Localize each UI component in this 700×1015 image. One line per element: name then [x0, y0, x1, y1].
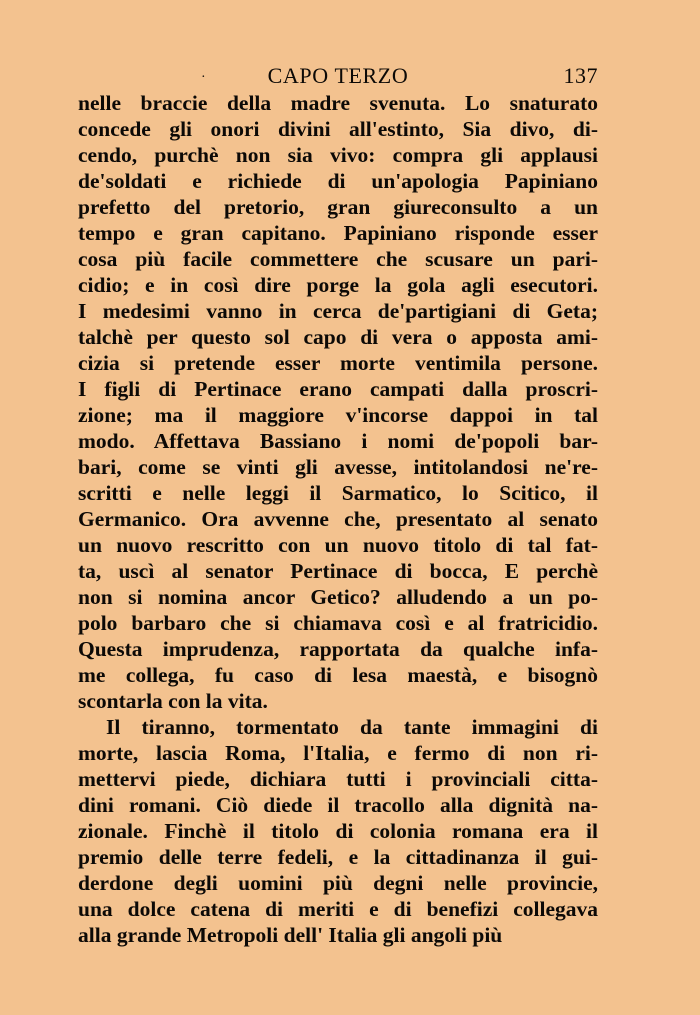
- header-mark: ·: [201, 70, 206, 85]
- text-line: cidio; e in così dire porge la gola agli esecutori.: [78, 273, 598, 297]
- page-number: 137: [563, 63, 598, 88]
- paragraph: [78, 714, 598, 948]
- text-line: una dolce catena di meriti e di benefizi collegava: [78, 897, 598, 921]
- text-line: I medesimi vanno in cerca de'partigiani di Geta;: [78, 299, 598, 323]
- text-line: un nuovo rescritto con un nuovo titolo di tal fat-: [78, 533, 598, 557]
- text-line: talchè per questo sol capo di vera o apposta ami-: [78, 325, 598, 349]
- text-line: tempo e gran capitano. Papiniano risponde esser: [78, 221, 598, 245]
- text-line: prefetto del pretorio, gran giureconsulto a un: [78, 195, 598, 219]
- text-line: Germanico. Ora avvenne che, presentato al senato: [78, 507, 598, 531]
- text-line: alla grande Metropoli dell' Italia gli angoli più: [78, 923, 503, 947]
- text-line: ta, uscì al senator Pertinace di bocca, E perchè: [78, 559, 598, 583]
- text-line: me collega, fu caso di lesa maestà, e bisognò: [78, 663, 598, 687]
- running-header: [78, 63, 598, 89]
- text-line: Il tiranno, tormentato da tante immagini di: [106, 715, 598, 739]
- text-line: dini romani. Ciò diede il tracollo alla dignità na-: [78, 793, 598, 817]
- text-line: de'soldati e richiede di un'apologia Papiniano: [78, 169, 598, 193]
- text-line: scritti e nelle leggi il Sarmatico, lo Scitico, il: [78, 481, 598, 505]
- text-line: polo barbaro che si chiamava così e al fratricidio.: [78, 611, 598, 635]
- text-line: premio delle terre fedeli, e la cittadinanza il gui-: [78, 845, 598, 869]
- text-line: cizia si pretende esser morte ventimila persone.: [78, 351, 598, 375]
- text-line: scontarla con la vita.: [78, 689, 268, 713]
- running-title: CAPO TERZO: [267, 63, 409, 88]
- text-line: concede gli onori divini all'estinto, Sia divo, di-: [78, 117, 598, 141]
- text-line: Questa imprudenza, rapportata da qualche infa-: [78, 637, 598, 661]
- body-text: [78, 90, 598, 948]
- text-line: non si nomina ancor Getico? alludendo a un po-: [78, 585, 598, 609]
- text-line: zionale. Finchè il titolo di colonia romana era il: [78, 819, 598, 843]
- text-line: zione; ma il maggiore v'incorse dappoi in tal: [78, 403, 598, 427]
- text-line: modo. Affettava Bassiano i nomi de'popoli bar-: [78, 429, 598, 453]
- text-line: I figli di Pertinace erano campati dalla proscri-: [78, 377, 598, 401]
- text-line: nelle braccie della madre svenuta. Lo snaturato: [78, 91, 598, 115]
- text-line: derdone degli uomini più degni nelle provincie,: [78, 871, 598, 895]
- text-line: mettervi piede, dichiara tutti i provinciali citta-: [78, 767, 598, 791]
- text-line: morte, lascia Roma, l'Italia, e fermo di non ri-: [78, 741, 598, 765]
- text-line: bari, come se vinti gli avesse, intitolandosi ne're-: [78, 455, 598, 479]
- text-line: cosa più facile commettere che scusare un pari-: [78, 247, 598, 271]
- text-line: cendo, purchè non sia vivo: compra gli applausi: [78, 143, 598, 167]
- paragraph: [78, 90, 598, 714]
